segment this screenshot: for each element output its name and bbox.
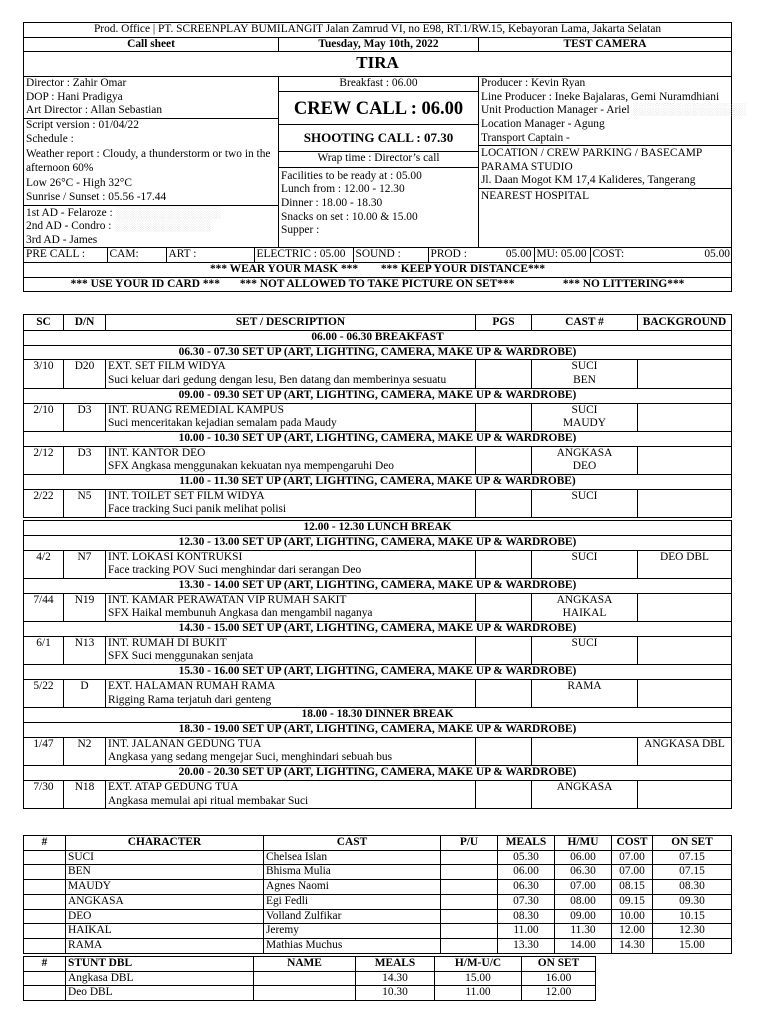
schedule-band-row (24, 708, 732, 723)
on-set-time: 16.00 (522, 971, 596, 986)
background-cast (638, 403, 732, 431)
cost-time: 07.00 (612, 865, 653, 880)
sound-call: SOUND : (353, 248, 428, 262)
meals-time: 06.00 (498, 865, 555, 880)
actor-name: Bhisma Mulia (264, 865, 441, 880)
production-office: Prod. Office | PT. SCREENPLAY BUMILANGIT Jalan Zamrud VI, no E98, RT.1/RW.15, Kebayoran Lama, Jakarta Selatan (24, 23, 732, 38)
script-version: Script version : 01/04/22 (26, 118, 139, 131)
actor-name: Mathias Muchus (264, 938, 441, 953)
cast-name: SUCI (571, 550, 598, 563)
col-set: SET / DESCRIPTION (106, 315, 476, 331)
call-sheet-header (23, 22, 746, 292)
stunt-table (23, 956, 596, 1001)
set-name: INT. TOILET SET FILM WIDYA (108, 489, 265, 502)
stunt-num (24, 986, 66, 1001)
cast-name: RAMA (567, 679, 602, 692)
cast-num (24, 894, 66, 909)
day-night: N19 (64, 593, 106, 621)
scene-number: 7/30 (24, 780, 64, 808)
character-name: SUCI (66, 850, 264, 865)
cast-numbers (532, 780, 638, 808)
actor-name: Volland Zulfikar (264, 909, 441, 924)
character-name: HAIKAL (66, 924, 264, 939)
scene-description: SFX Suci menggunakan senjata (108, 650, 254, 663)
notice-id-card: *** USE YOUR ID CARD *** *** NOT ALLOWED TO TAKE PICTURE ON SET*** *** NO LITTERING*** (24, 277, 732, 292)
schedule-band-row (24, 331, 732, 346)
art-director: Art Director : Allan Sebastian (24, 104, 278, 119)
cast-row (24, 924, 732, 939)
schedule-band-row (24, 665, 732, 680)
hmu-time: 08.00 (555, 894, 612, 909)
cast-num (24, 880, 66, 895)
schedule-band: 12.00 - 12.30 LUNCH BREAK (24, 521, 732, 536)
background-cast (638, 780, 732, 808)
day-night: D20 (64, 360, 106, 388)
stunt-name (254, 986, 356, 1001)
schedule-band-row (24, 345, 732, 360)
schedule-band-row (24, 766, 732, 781)
location-address: Jl. Daan Mogot KM 17,4 Kalideres, Tangerang (479, 174, 731, 189)
cast-name: HAIKAL (562, 607, 607, 620)
scene-description: Angkasa memulai api ritual membakar Suci (108, 794, 309, 807)
cast-num (24, 850, 66, 865)
set-name: EXT. ATAP GEDUNG TUA (108, 780, 239, 793)
set-description (106, 446, 476, 474)
day-night: N2 (64, 737, 106, 765)
character-name: RAMA (66, 938, 264, 953)
cost-time: 10.00 (612, 909, 653, 924)
schedule-band: 15.30 - 16.00 SET UP (ART, LIGHTING, CAMERA, MAKE UP & WARDROBE) (24, 665, 732, 680)
hmu-time: 14.00 (555, 938, 612, 953)
hmu-time: 11.30 (555, 924, 612, 939)
pages (476, 489, 532, 517)
call-sheet-label: Call sheet (24, 37, 279, 52)
on-set-time: 07.15 (653, 865, 732, 880)
background-cast (638, 636, 732, 664)
cast-name: BEN (573, 374, 596, 387)
pickup-time (441, 894, 498, 909)
supper-time: Supper : (281, 224, 320, 237)
set-description (106, 550, 476, 578)
day-night: N18 (64, 780, 106, 808)
stunt-row (24, 986, 596, 1001)
cast-name: MAUDY (562, 417, 607, 430)
schedule-band: 10.00 - 10.30 SET UP (ART, LIGHTING, CAMERA, MAKE UP & WARDROBE) (24, 431, 732, 446)
on-set-time: 12.00 (522, 986, 596, 1001)
cast-row (24, 909, 732, 924)
pages (476, 593, 532, 621)
actor-name: Chelsea Islan (264, 850, 441, 865)
cast-numbers (532, 403, 638, 431)
scene-number: 6/1 (24, 636, 64, 664)
cast-header-row (24, 836, 732, 851)
hmu-time: 06.30 (555, 865, 612, 880)
scene-row (24, 403, 732, 431)
crew-call: CREW CALL : 06.00 (279, 92, 478, 125)
schedule-band: 11.00 - 11.30 SET UP (ART, LIGHTING, CAMERA, MAKE UP & WARDROBE) (24, 475, 732, 490)
schedule-label: Schedule : (26, 132, 74, 145)
hmu-time: 09.00 (555, 909, 612, 924)
cost-time: 08.15 (612, 880, 653, 895)
set-description (106, 636, 476, 664)
line-producer: Line Producer : Ineke Bajalaras, Gemi Nuramdhiani (481, 90, 720, 103)
cast-name: ANGKASA (556, 593, 613, 606)
production-title: TIRA (24, 52, 732, 77)
day-night: N13 (64, 636, 106, 664)
cast-numbers (532, 737, 638, 765)
col-cast-name: CAST (264, 836, 441, 851)
scene-description: Suci keluar dari gedung dengan lesu, Ben datang dan memberinya sesuatu (108, 374, 447, 387)
wrap-time: Wrap time : Director’s call (279, 152, 478, 168)
col-character: CHARACTER (66, 836, 264, 851)
set-name: INT. JALANAN GEDUNG TUA (108, 737, 262, 750)
redacted-phone: ░░░░░░░░░░░░░░ (629, 104, 746, 117)
pages (476, 550, 532, 578)
schedule-body (24, 331, 732, 809)
cost-time: 12.00 (612, 924, 653, 939)
hmu-time: 07.00 (555, 880, 612, 895)
col-background: BACKGROUND (638, 315, 732, 331)
director-block (24, 77, 279, 248)
set-name: INT. RUMAH DI BUKIT (108, 636, 227, 649)
redacted-phone: ░░░░░░░░░░░░░ (112, 206, 221, 219)
meals-time: 10.30 (356, 986, 435, 1001)
schedule-band-row (24, 622, 732, 637)
cast-name: ANGKASA (556, 446, 613, 459)
cast-numbers (532, 636, 638, 664)
shooting-call: SHOOTING CALL : 07.30 (279, 125, 478, 152)
on-set-time: 10.15 (653, 909, 732, 924)
first-ad-text: 1st AD - Felaroze : (26, 206, 113, 219)
on-set-time: 07.15 (653, 850, 732, 865)
day-night: D3 (64, 403, 106, 431)
hmuc-time: 15.00 (435, 971, 522, 986)
cast-table (23, 835, 732, 954)
call-times-block (279, 77, 479, 248)
on-set-time: 08.30 (653, 880, 732, 895)
pickup-time (441, 880, 498, 895)
set-description (106, 593, 476, 621)
col-dn: D/N (64, 315, 106, 331)
producer: Producer : Kevin Ryan (481, 77, 586, 90)
character-name: DEO (66, 909, 264, 924)
scene-row (24, 636, 732, 664)
dop: DOP : Hani Pradigya (26, 90, 123, 103)
col-meals: MEALS (498, 836, 555, 851)
scene-row (24, 780, 732, 808)
character-name: ANGKASA (66, 894, 264, 909)
background-cast (638, 446, 732, 474)
cast-row (24, 850, 732, 865)
meals-time: 06.30 (498, 880, 555, 895)
meals-time: 14.30 (356, 971, 435, 986)
on-set-time: 15.00 (653, 938, 732, 953)
schedule-band: 20.00 - 20.30 SET UP (ART, LIGHTING, CAMERA, MAKE UP & WARDROBE) (24, 766, 732, 781)
schedule-band-row (24, 722, 732, 737)
breakfast-time: Breakfast : 06.00 (279, 77, 478, 92)
scene-number: 4/2 (24, 550, 64, 578)
prod-time: 05.00 (505, 248, 532, 261)
cast-numbers (532, 593, 638, 621)
location-title: LOCATION / CREW PARKING / BASECAMP (481, 147, 703, 160)
pickup-time (441, 938, 498, 953)
pre-call-row (24, 248, 732, 263)
background-cast (638, 679, 732, 707)
col-sc: SC (24, 315, 64, 331)
snacks-time: Snacks on set : 10.00 & 15.00 (281, 210, 418, 223)
set-description (106, 780, 476, 808)
meals-time: 05.30 (498, 850, 555, 865)
actor-name: Jeremy (264, 924, 441, 939)
scene-row (24, 550, 732, 578)
cast-num (24, 909, 66, 924)
cast-name: SUCI (571, 489, 598, 502)
prod-label: PROD : (430, 248, 467, 261)
cast-row (24, 880, 732, 895)
scene-number: 1/47 (24, 737, 64, 765)
cast-name: SUCI (571, 360, 598, 373)
temperature: Low 26°C - High 32°C (26, 177, 132, 190)
cast-body (24, 850, 732, 953)
background-cast: DEO DBL (638, 550, 732, 578)
test-camera-label: TEST CAMERA (479, 37, 732, 52)
cost-call (590, 248, 732, 262)
cast-name: ANGKASA (556, 780, 613, 793)
electric-call: ELECTRIC : 05.00 (254, 248, 353, 262)
shooting-schedule-table (23, 314, 732, 809)
third-ad: 3rd AD - James (26, 233, 98, 246)
scene-description: Angkasa yang sedang mengejar Suci, menghindari sebuah bus (108, 751, 393, 764)
col-hmu: H/MU (555, 836, 612, 851)
producer-block (479, 77, 746, 248)
redacted-phone: ░░░░░░░░░░░░ (111, 220, 212, 233)
cast-numbers (532, 360, 638, 388)
scene-description: Face tracking POV Suci menghindar dari serangan Deo (108, 564, 362, 577)
cast-name: SUCI (571, 636, 598, 649)
meals-time: 08.30 (498, 909, 555, 924)
scene-row (24, 446, 732, 474)
unit-production-manager (479, 104, 746, 118)
cast-name: SUCI (571, 403, 598, 416)
col-num: # (24, 836, 66, 851)
pages (476, 360, 532, 388)
set-description (106, 679, 476, 707)
nearest-hospital: NEAREST HOSPITAL (481, 189, 590, 202)
cast-name: DEO (572, 460, 597, 473)
stunt-row (24, 971, 596, 986)
actor-name: Egi Fedli (264, 894, 441, 909)
scene-number: 2/12 (24, 446, 64, 474)
meals-time: 07.30 (498, 894, 555, 909)
col-name: NAME (254, 957, 356, 972)
schedule-band-row (24, 521, 732, 536)
pickup-time (441, 924, 498, 939)
col-pgs: PGS (476, 315, 532, 331)
cast-row (24, 938, 732, 953)
day-night: D3 (64, 446, 106, 474)
scene-number: 2/22 (24, 489, 64, 517)
upm-text: Unit Production Manager - Ariel (481, 104, 630, 117)
background-cast (638, 593, 732, 621)
schedule-band: 06.00 - 06.30 BREAKFAST (24, 331, 732, 346)
pre-call-label: PRE CALL : (24, 248, 107, 262)
facilities-time: Facilities to be ready at : 05.00 (281, 169, 422, 182)
schedule-band: 09.00 - 09.30 SET UP (ART, LIGHTING, CAMERA, MAKE UP & WARDROBE) (24, 388, 732, 403)
cast-num (24, 865, 66, 880)
schedule-band-row (24, 535, 732, 550)
schedule-band-row (24, 475, 732, 490)
schedule-band: 06.30 - 07.30 SET UP (ART, LIGHTING, CAMERA, MAKE UP & WARDROBE) (24, 345, 732, 360)
schedule-band: 14.30 - 15.00 SET UP (ART, LIGHTING, CAMERA, MAKE UP & WARDROBE) (24, 622, 732, 637)
meals-time: 11.00 (498, 924, 555, 939)
schedule-header-row (24, 315, 732, 331)
pages (476, 679, 532, 707)
character-name: BEN (66, 865, 264, 880)
dinner-time: Dinner : 18.00 - 18.30 (281, 196, 383, 209)
schedule-band: 18.30 - 19.00 SET UP (ART, LIGHTING, CAMERA, MAKE UP & WARDROBE) (24, 722, 732, 737)
location-manager: Location Manager - Agung (481, 117, 605, 130)
sunrise-sunset: Sunrise / Sunset : 05.56 -17.44 (24, 191, 278, 206)
scene-row (24, 489, 732, 517)
set-name: INT. RUANG REMEDIAL KAMPUS (108, 403, 284, 416)
pages (476, 636, 532, 664)
hmu-time: 06.00 (555, 850, 612, 865)
set-name: INT. LOKASI KONTRUKSI (108, 550, 243, 563)
cost-time: 09.15 (612, 894, 653, 909)
lunch-time: Lunch from : 12.00 - 12.30 (281, 183, 405, 196)
scene-description: Rigging Rama terjatuh dari genteng (108, 693, 272, 706)
first-ad (24, 207, 278, 221)
schedule-band-row (24, 388, 732, 403)
mu-time: 05.00 (560, 248, 587, 261)
cast-numbers (532, 550, 638, 578)
pages (476, 737, 532, 765)
notice-mask: *** WEAR YOUR MASK *** *** KEEP YOUR DISTANCE*** (24, 262, 732, 277)
weather-report: Weather report : Cloudy, a thunderstorm or two in the afternoon 60% (26, 148, 271, 174)
scene-description: SFX Haikal membunuh Angkasa dan mengambil naganya (108, 607, 373, 620)
prod-call (428, 248, 534, 262)
schedule-band: 12.30 - 13.00 SET UP (ART, LIGHTING, CAMERA, MAKE UP & WARDROBE) (24, 535, 732, 550)
cast-numbers (532, 446, 638, 474)
cast-numbers (532, 489, 638, 517)
stunt-body (24, 971, 596, 1000)
pages (476, 780, 532, 808)
location-name: PARAMA STUDIO (481, 160, 573, 173)
schedule-band: 13.30 - 14.00 SET UP (ART, LIGHTING, CAMERA, MAKE UP & WARDROBE) (24, 578, 732, 593)
col-on-set: ON SET (653, 836, 732, 851)
scene-number: 7/44 (24, 593, 64, 621)
character-name: MAUDY (66, 880, 264, 895)
set-name: INT. KANTOR DEO (108, 446, 206, 459)
scene-row (24, 679, 732, 707)
on-set-time: 09.30 (653, 894, 732, 909)
hmuc-time: 11.00 (435, 986, 522, 1001)
schedule-band-row (24, 578, 732, 593)
second-ad-text: 2nd AD - Condro : (26, 220, 112, 233)
col-num: # (24, 957, 66, 972)
scene-number: 3/10 (24, 360, 64, 388)
pickup-time (441, 909, 498, 924)
schedule-band: 18.00 - 18.30 DINNER BREAK (24, 708, 732, 723)
pickup-time (441, 865, 498, 880)
schedule-band-row (24, 431, 732, 446)
cost-time: 05.00 (704, 248, 730, 261)
scene-row (24, 593, 732, 621)
stunt-header-row (24, 957, 596, 972)
cast-num (24, 938, 66, 953)
art-call: ART : (166, 248, 254, 262)
stunt-double: Angkasa DBL (66, 971, 254, 986)
pickup-time (441, 850, 498, 865)
scene-number: 5/22 (24, 679, 64, 707)
day-night: N7 (64, 550, 106, 578)
cam-call: CAM: (107, 248, 166, 262)
cost-time: 07.00 (612, 850, 653, 865)
col-stunt-dbl: STUNT DBL (66, 957, 254, 972)
background-cast (638, 489, 732, 517)
day-night: D (64, 679, 106, 707)
second-ad (24, 220, 278, 234)
background-cast (638, 360, 732, 388)
col-on-set: ON SET (522, 957, 596, 972)
scene-description: SFX Angkasa menggunakan kekuatan nya mempengaruhi Deo (108, 460, 394, 473)
col-pu: P/U (441, 836, 498, 851)
stunt-num (24, 971, 66, 986)
scene-description: Suci menceritakan kejadian semalam pada Maudy (108, 417, 337, 430)
cost-label: COST: (592, 248, 625, 261)
set-description (106, 737, 476, 765)
stunt-name (254, 971, 356, 986)
cast-row (24, 894, 732, 909)
shoot-date: Tuesday, May 10th, 2022 (279, 37, 479, 52)
set-description (106, 403, 476, 431)
col-hmuc: H/M-U/C (435, 957, 522, 972)
set-description (106, 489, 476, 517)
scene-row (24, 737, 732, 765)
background-cast: ANGKASA DBL (638, 737, 732, 765)
set-name: EXT. HALAMAN RUMAH RAMA (108, 679, 276, 692)
mu-call (534, 248, 590, 262)
actor-name: Agnes Naomi (264, 880, 441, 895)
scene-row (24, 360, 732, 388)
col-cost: COST (612, 836, 653, 851)
cast-num (24, 924, 66, 939)
cast-numbers (532, 679, 638, 707)
set-description (106, 360, 476, 388)
set-name: INT. KAMAR PERAWATAN VIP RUMAH SAKIT (108, 593, 347, 606)
cast-row (24, 865, 732, 880)
col-meals: MEALS (356, 957, 435, 972)
director: Director : Zahir Omar (26, 77, 127, 90)
scene-description: Face tracking Suci panik melihat polisi (108, 503, 287, 516)
on-set-time: 12.30 (653, 924, 732, 939)
cost-time: 14.30 (612, 938, 653, 953)
scene-number: 2/10 (24, 403, 64, 431)
transport-captain: Transport Captain - (479, 132, 731, 147)
meals-time: 13.30 (498, 938, 555, 953)
col-cast: CAST # (532, 315, 638, 331)
pages (476, 403, 532, 431)
stunt-double: Deo DBL (66, 986, 254, 1001)
pages (476, 446, 532, 474)
day-night: N5 (64, 489, 106, 517)
set-name: EXT. SET FILM WIDYA (108, 360, 226, 373)
mu-label: MU: (536, 248, 559, 261)
